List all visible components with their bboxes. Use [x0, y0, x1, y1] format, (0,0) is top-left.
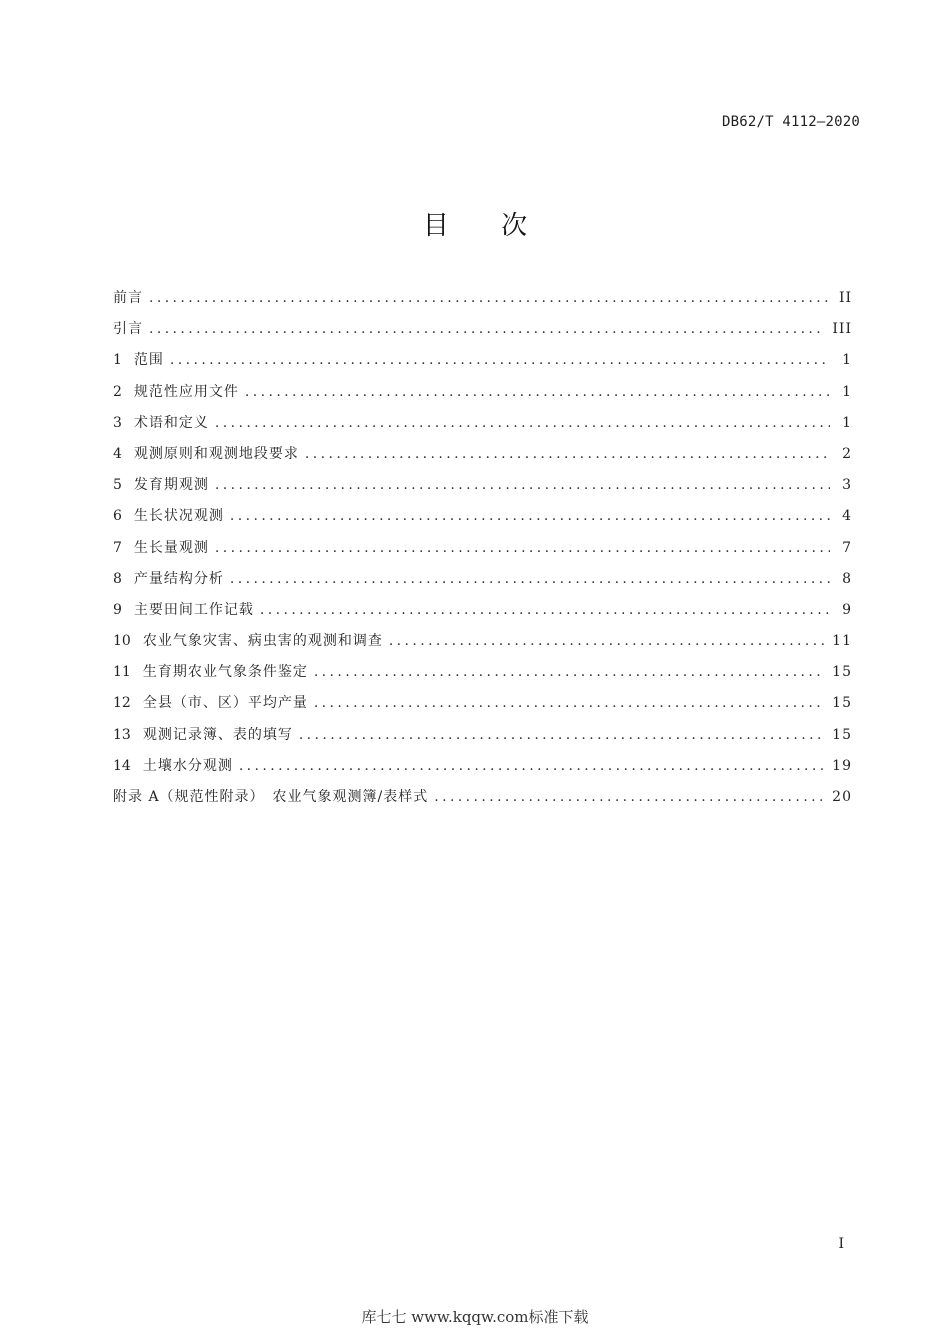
toc-leader-dots: [230, 568, 830, 590]
toc-entry-number: 10: [113, 633, 131, 650]
toc-entry-label: 引言: [113, 321, 143, 338]
toc-entry-label: 规范性应用文件: [133, 383, 239, 400]
toc-entry-9[interactable]: [113, 599, 852, 630]
toc-entry-page: 15: [832, 695, 852, 712]
toc-entry-number: 11: [113, 664, 131, 681]
toc-entry-page: 1: [842, 352, 852, 369]
toc-entry-page: 1: [842, 383, 852, 400]
toc-entry-number: 8: [113, 570, 122, 587]
toc-entry-1[interactable]: [113, 349, 852, 380]
toc-leader-dots: [215, 537, 830, 559]
toc-entry-label: 生育期农业气象条件鉴定: [142, 664, 308, 681]
toc-entry-label: 农业气象灾害、病虫害的观测和调查: [142, 633, 383, 650]
toc-entry-page: III: [832, 321, 852, 338]
toc-entry-13[interactable]: [113, 724, 852, 755]
toc-entry-number: 12: [113, 695, 131, 712]
toc-entry-page: 20: [832, 789, 852, 805]
toc-entry-label: 范围: [133, 352, 164, 369]
toc-entry-2[interactable]: [113, 381, 852, 412]
toc-entry-label: 生长量观测: [133, 539, 209, 556]
toc-entry-3[interactable]: [113, 412, 852, 443]
toc-entry-label: 生长状况观测: [133, 508, 224, 525]
toc-entry-page: 7: [842, 539, 852, 556]
toc-entry-4[interactable]: [113, 443, 852, 474]
toc-entry-8[interactable]: [113, 568, 852, 599]
toc-leader-dots: [170, 349, 830, 371]
toc-entry-6[interactable]: [113, 505, 852, 536]
toc-entry-label: 附录 A（规范性附录） 农业气象观测簿/表样式: [113, 789, 429, 805]
toc-entry-page: 8: [842, 570, 852, 587]
toc-entry-number: 14: [113, 757, 131, 774]
toc-entry-page: 1: [842, 414, 852, 431]
toc-leader-dots: [215, 412, 830, 434]
toc-entry-page: 15: [832, 726, 852, 743]
toc-entry-page: 2: [842, 445, 852, 462]
toc-entry-label: 术语和定义: [133, 414, 209, 431]
toc-entry-number: 3: [113, 414, 122, 431]
toc-entry-number: 9: [113, 601, 122, 618]
toc-entry-appendix-a[interactable]: [113, 786, 852, 817]
toc-entry-10[interactable]: [113, 630, 852, 661]
toc-title: 目 次: [422, 211, 550, 241]
toc-entry-label: 发育期观测: [133, 477, 209, 494]
toc-entry-introduction[interactable]: [113, 318, 852, 349]
toc-entry-number: 5: [113, 477, 122, 494]
toc-entry-label: 土壤水分观测: [142, 757, 233, 774]
toc-leader-dots: [389, 630, 824, 652]
toc-entry-label: 全县（市、区）平均产量: [142, 695, 308, 712]
toc-entry-number: 13: [113, 726, 131, 743]
toc-leader-dots: [230, 505, 830, 527]
toc-leader-dots: [314, 661, 824, 683]
page-number: I: [838, 1236, 844, 1252]
document-code: DB62/T 4112—2020: [721, 114, 860, 130]
toc-leader-dots: [215, 474, 830, 496]
toc-entry-12[interactable]: [113, 692, 852, 723]
toc-entry-label: 观测记录簿、表的填写: [142, 726, 293, 743]
toc-entry-page: 3: [842, 477, 852, 494]
toc-entry-page: 11: [832, 633, 852, 650]
toc-entry-label: 观测原则和观测地段要求: [133, 445, 299, 462]
toc-leader-dots: [149, 318, 824, 340]
toc-entry-label: 主要田间工作记载: [133, 601, 254, 618]
toc-entry-7[interactable]: [113, 537, 852, 568]
toc-leader-dots: [260, 599, 830, 621]
toc-leader-dots: [149, 287, 830, 309]
toc-entry-page: 4: [842, 508, 852, 525]
toc-entry-number: 7: [113, 539, 122, 556]
toc-leader-dots: [305, 443, 830, 465]
toc-leader-dots: [245, 381, 830, 403]
toc-entry-page: 19: [832, 757, 852, 774]
table-of-contents: [113, 287, 852, 817]
toc-entry-label: 产量结构分析: [133, 570, 224, 587]
toc-leader-dots: [299, 724, 824, 746]
toc-entry-label: 前言: [113, 290, 143, 306]
toc-leader-dots: [314, 692, 824, 714]
toc-entry-page: II: [838, 290, 852, 306]
toc-entry-number: 4: [113, 445, 122, 462]
toc-entry-number: 1: [113, 352, 122, 369]
toc-leader-dots: [434, 786, 824, 808]
footer-watermark: 库七七 www.kqqw.com标准下载: [361, 1308, 589, 1326]
toc-entry-11[interactable]: [113, 661, 852, 692]
toc-entry-number: 2: [113, 383, 122, 400]
toc-leader-dots: [239, 755, 824, 777]
toc-entry-page: 15: [832, 664, 852, 681]
toc-entry-14[interactable]: [113, 755, 852, 786]
toc-entry-number: 6: [113, 508, 122, 525]
toc-entry-foreword[interactable]: [113, 287, 852, 318]
toc-entry-page: 9: [842, 601, 852, 618]
toc-entry-5[interactable]: [113, 474, 852, 505]
